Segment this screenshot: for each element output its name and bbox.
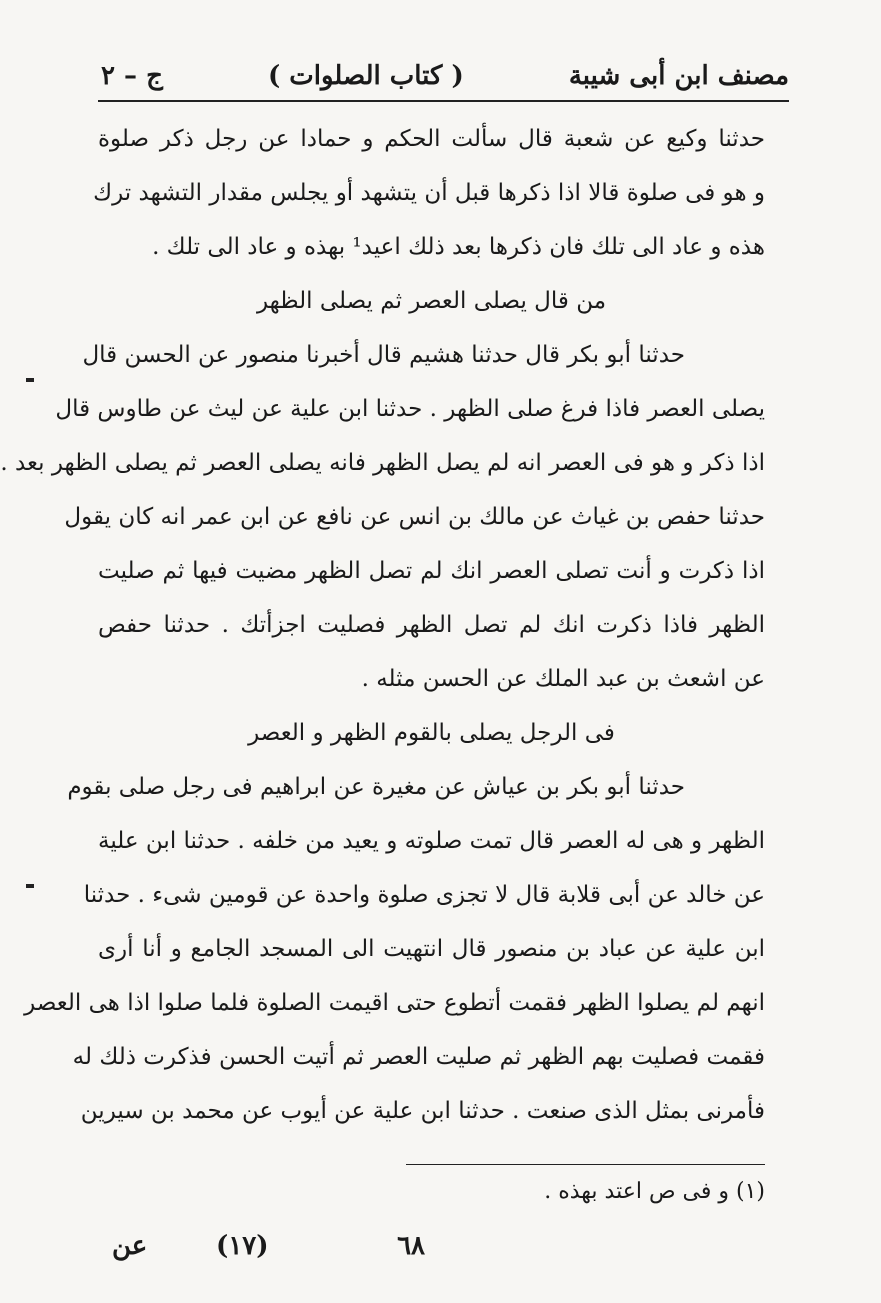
footnote: (١) و فى ص اعتد بهذه . bbox=[544, 1179, 765, 1204]
text-line: حدثنا أبو بكر بن عياش عن مغيرة عن ابراهيم فى رجل صلى بقوم bbox=[67, 774, 685, 800]
text-line: و هو فى صلوة قالا اذا ذكرها قبل أن يتشهد أو يجلس مقدار التشهد ترك bbox=[93, 180, 765, 206]
page-footer bbox=[112, 1222, 765, 1270]
text-line: الظهر فاذا ذكرت انك لم تصل الظهر فصليت اجزأتك . حدثنا حفص bbox=[98, 612, 765, 638]
catchword: عن bbox=[112, 1231, 148, 1261]
text-line: هذه و عاد الى تلك فان ذكرها بعد ذلك اعيد¹ بهذه و عاد الى تلك . bbox=[152, 234, 765, 260]
volume-number: ج – ٢ bbox=[101, 61, 163, 91]
text-line: حدثنا حفص بن غياث عن مالك بن انس عن نافع عن ابن عمر انه كان يقول bbox=[64, 504, 765, 530]
scan-edge-mark bbox=[26, 378, 34, 382]
page-number: ٦٨ bbox=[397, 1231, 425, 1261]
chapter-heading: من قال يصلى العصر ثم يصلى الظهر bbox=[256, 288, 607, 314]
text-line: عن خالد عن أبى قلابة قال لا تجزى صلوة واحدة عن قومين شىء . حدثنا bbox=[83, 882, 765, 908]
header-rule bbox=[98, 100, 789, 102]
footnote-rule bbox=[406, 1164, 765, 1165]
signature-mark: (١٧) bbox=[216, 1231, 269, 1261]
scan-edge-mark bbox=[26, 884, 34, 888]
text-line: ابن علية عن عباد بن منصور قال انتهيت الى المسجد الجامع و أنا أرى bbox=[98, 936, 765, 962]
chapter-heading: فى الرجل يصلى بالقوم الظهر و العصر bbox=[248, 720, 615, 746]
main-text bbox=[0, 112, 765, 1138]
section-title: ( كتاب الصلوات ) bbox=[267, 61, 464, 91]
text-line: فأمرنى بمثل الذى صنعت . حدثنا ابن علية عن أيوب عن محمد بن سيرين bbox=[80, 1098, 765, 1124]
text-line: فقمت فصليت بهم الظهر ثم صليت العصر ثم أتيت الحسن فذكرت ذلك له bbox=[72, 1044, 765, 1070]
running-header bbox=[101, 54, 789, 98]
text-line: انهم لم يصلوا الظهر فقمت أتطوع حتى اقيمت الصلوة فلما صلوا اذا هى العصر bbox=[24, 990, 765, 1016]
book-title: مصنف ابن أبى شيبة bbox=[568, 61, 789, 91]
text-line: عن اشعث بن عبد الملك عن الحسن مثله . bbox=[361, 666, 765, 692]
text-line: حدثنا أبو بكر قال حدثنا هشيم قال أخبرنا منصور عن الحسن قال bbox=[82, 342, 685, 368]
text-line: يصلى العصر فاذا فرغ صلى الظهر . حدثنا ابن علية عن ليث عن طاوس قال bbox=[55, 396, 765, 422]
text-line: الظهر و هى له العصر قال تمت صلوته و يعيد من خلفه . حدثنا ابن علية bbox=[98, 828, 765, 854]
text-line: اذا ذكرت و أنت تصلى العصر انك لم تصل الظهر مضيت فيها ثم صليت bbox=[98, 558, 765, 584]
text-line: اذا ذكر و هو فى العصر انه لم يصل الظهر فانه يصلى العصر ثم يصلى الظهر بعد . bbox=[0, 450, 765, 476]
text-line: حدثنا وكيع عن شعبة قال سألت الحكم و حمادا عن رجل ذكر صلوة bbox=[98, 126, 765, 152]
